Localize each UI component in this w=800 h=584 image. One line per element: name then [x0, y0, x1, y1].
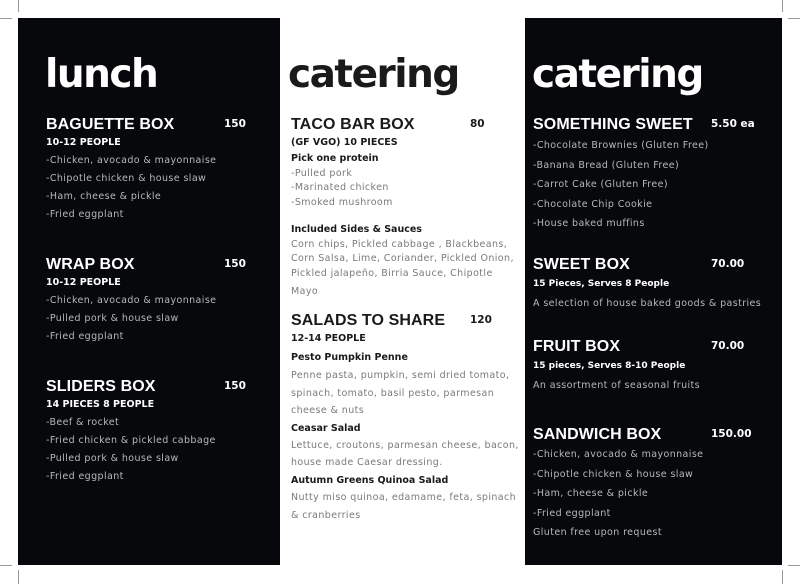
section-price: 150	[224, 380, 246, 392]
section-heading: SANDWICH BOX	[533, 426, 662, 443]
menu-item: -Ham, cheese & pickle	[533, 488, 649, 499]
catering-title-right: catering	[532, 52, 703, 97]
section-price: 70.00	[711, 340, 745, 352]
section-subheading: 10-12 PEOPLE	[46, 137, 121, 148]
menu-item: -Ham, cheese & pickle	[46, 191, 162, 202]
menu-item: -Fried eggplant	[46, 471, 124, 482]
salad-description: cheese & nuts	[291, 405, 365, 416]
something-sweet-section	[533, 116, 773, 234]
salad-name: Autumn Greens Quinoa Salad	[291, 474, 449, 486]
section-heading: BAGUETTE BOX	[46, 116, 175, 133]
menu-item: -Beef & rocket	[46, 417, 120, 428]
section-subheading: 10-12 PEOPLE	[46, 277, 121, 288]
section-price: 150	[224, 118, 246, 130]
section-heading: SALADS TO SHARE	[291, 312, 446, 329]
section-heading: SWEET BOX	[533, 256, 630, 273]
salad-description: & cranberries	[291, 510, 361, 521]
menu-item: -Fried eggplant	[46, 331, 124, 342]
salad-description: house made Caesar dressing.	[291, 457, 443, 468]
menu-item: -Chicken, avocado & mayonnaise	[46, 295, 217, 306]
menu-item: -Chocolate Chip Cookie	[533, 198, 653, 210]
pick-protein-label: Pick one protein	[291, 153, 379, 164]
section-heading: SLIDERS BOX	[46, 378, 156, 395]
gluten-free-note: Gluten free upon request	[533, 527, 662, 538]
salad-name: Ceasar Salad	[291, 422, 361, 434]
section-subheading: 12-14 PEOPLE	[291, 333, 366, 344]
menu-item: -House baked muffins	[533, 218, 645, 229]
crop-mark	[788, 18, 800, 19]
salad-name: Pesto Pumpkin Penne	[291, 352, 408, 363]
section-price: 150.00	[711, 428, 752, 440]
protein-option: -Marinated chicken	[291, 182, 389, 193]
catering-title-center: catering	[288, 52, 459, 97]
menu-item: -Chipotle chicken & house slaw	[46, 173, 207, 184]
crop-mark	[782, 570, 783, 584]
section-subheading: (GF VGO) 10 PIECES	[291, 137, 398, 148]
section-heading: TACO BAR BOX	[291, 116, 415, 133]
sides-text: Corn chips, Pickled cabbage , Blackbeans,	[291, 238, 508, 250]
menu-item: -Fried eggplant	[46, 209, 124, 220]
salad-description: Lettuce, croutons, parmesan cheese, bacon,	[291, 439, 519, 451]
sliders-box-section	[46, 378, 256, 486]
salad-description: Penne pasta, pumpkin, semi dried tomato,	[291, 370, 510, 381]
section-price: 80	[470, 118, 485, 130]
crop-mark	[0, 565, 12, 566]
menu-item: -Banana Bread (Gluten Free)	[533, 159, 680, 171]
taco-bar-box-section	[291, 116, 514, 301]
menu-item: -Chocolate Brownies (Gluten Free)	[533, 140, 709, 151]
section-heading: SOMETHING SWEET	[533, 116, 693, 133]
sides-label: Included Sides & Sauces	[291, 224, 422, 235]
sides-text: Mayo	[291, 286, 319, 297]
baguette-box-section	[46, 116, 256, 224]
menu-item: -Fried eggplant	[533, 507, 611, 519]
lunch-title: lunch	[45, 52, 158, 97]
menu-item: -Pulled pork & house slaw	[46, 313, 179, 324]
crop-mark	[0, 18, 12, 19]
section-subheading: 14 PIECES 8 PEOPLE	[46, 399, 155, 410]
salad-description: Nutty miso quinoa, edamame, feta, spinach	[291, 491, 517, 503]
section-subheading: 15 Pieces, Serves 8 People	[533, 279, 670, 289]
crop-mark	[782, 0, 783, 12]
crop-mark	[18, 570, 19, 584]
section-subheading: 15 pieces, Serves 8-10 People	[533, 361, 686, 371]
salads-to-share-section	[291, 312, 519, 526]
section-heading: FRUIT BOX	[533, 338, 621, 355]
menu-item: -Chicken, avocado & mayonnaise	[533, 449, 704, 460]
section-price: 5.50 ea	[711, 118, 755, 130]
sides-text: Corn Salsa, Lime, Coriander, Pickled Onion,	[291, 253, 514, 264]
section-heading: WRAP BOX	[46, 256, 135, 273]
section-price: 120	[470, 314, 492, 326]
menu-item: -Chipotle chicken & house slaw	[533, 468, 694, 480]
wrap-box-section	[46, 256, 256, 346]
sweet-box-section	[533, 256, 773, 314]
crop-mark	[18, 0, 19, 12]
section-description: An assortment of seasonal fruits	[533, 380, 701, 391]
sandwich-box-section	[533, 426, 773, 543]
section-price: 150	[224, 258, 246, 270]
menu-item: -Chicken, avocado & mayonnaise	[46, 155, 217, 166]
fruit-box-section	[533, 338, 773, 396]
sides-text: Pickled jalapeño, Birria Sauce, Chipotle	[291, 267, 493, 279]
protein-option: -Smoked mushroom	[291, 196, 393, 208]
crop-mark	[788, 565, 800, 566]
menu-item: -Fried chicken & pickled cabbage	[46, 435, 216, 446]
section-price: 70.00	[711, 258, 745, 270]
salad-description: spinach, tomato, basil pesto, parmesan	[291, 387, 495, 399]
protein-option: -Pulled pork	[291, 167, 353, 179]
menu-item: -Pulled pork & house slaw	[46, 453, 179, 464]
menu-item: -Carrot Cake (Gluten Free)	[533, 179, 668, 190]
section-description: A selection of house baked goods & pastries	[533, 298, 762, 309]
